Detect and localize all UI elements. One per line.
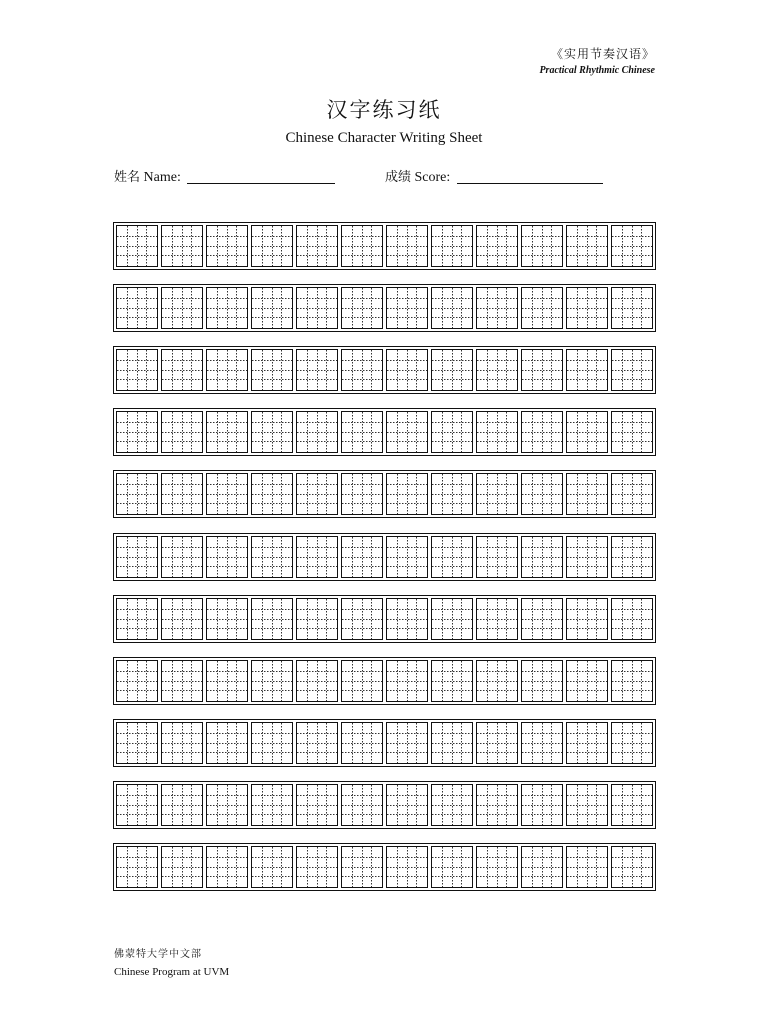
writing-cell[interactable] [341,722,383,764]
footer [114,948,229,979]
writing-cell[interactable] [431,225,473,267]
writing-cell[interactable] [116,225,158,267]
writing-cell[interactable] [116,598,158,640]
grid-row [113,843,656,891]
writing-cell[interactable] [206,536,248,578]
writing-cell[interactable] [296,846,338,888]
writing-cell[interactable] [251,598,293,640]
writing-cell[interactable] [251,660,293,702]
writing-cell[interactable] [116,536,158,578]
writing-cell[interactable] [521,722,563,764]
writing-cell[interactable] [161,225,203,267]
writing-cell[interactable] [386,784,428,826]
score-label-chinese: 成绩 [385,170,412,185]
writing-cell[interactable] [611,660,653,702]
writing-cell[interactable] [566,598,608,640]
writing-cell[interactable] [386,536,428,578]
writing-cell[interactable] [476,722,518,764]
writing-cell[interactable] [296,473,338,515]
writing-cell[interactable] [431,722,473,764]
grid-row [113,595,656,643]
writing-cell[interactable] [476,349,518,391]
writing-cell[interactable] [611,473,653,515]
writing-cell[interactable] [521,349,563,391]
writing-cell[interactable] [431,411,473,453]
sheet-title [0,96,768,148]
writing-cell[interactable] [566,846,608,888]
writing-cell[interactable] [161,473,203,515]
writing-cell[interactable] [386,225,428,267]
writing-cell[interactable] [296,349,338,391]
writing-cell[interactable] [251,411,293,453]
writing-cell[interactable] [476,660,518,702]
grid-row [113,222,656,270]
writing-cell[interactable] [431,784,473,826]
writing-cell[interactable] [566,722,608,764]
writing-cell[interactable] [431,536,473,578]
writing-cell[interactable] [476,846,518,888]
writing-cell[interactable] [341,287,383,329]
footer-department-english: Chinese Program at UVM [114,966,230,978]
writing-cell[interactable] [566,660,608,702]
writing-cell[interactable] [296,784,338,826]
writing-cell[interactable] [116,287,158,329]
writing-cell[interactable] [296,598,338,640]
writing-cell[interactable] [296,660,338,702]
writing-cell[interactable] [566,536,608,578]
writing-cell[interactable] [206,598,248,640]
writing-cell[interactable] [161,536,203,578]
book-header [539,46,655,78]
writing-cell[interactable] [566,349,608,391]
writing-cell[interactable] [251,225,293,267]
book-title-english: Practical Rhythmic Chinese [539,65,655,76]
writing-cell[interactable] [296,287,338,329]
writing-cell[interactable] [251,722,293,764]
grid-row [113,657,656,705]
writing-cell[interactable] [341,660,383,702]
name-label: Name: [143,170,181,185]
grid-row [113,284,656,332]
writing-cell[interactable] [431,287,473,329]
grid-row [113,470,656,518]
writing-cell[interactable] [521,473,563,515]
writing-cell[interactable] [611,287,653,329]
name-field [114,166,335,186]
writing-cell[interactable] [521,536,563,578]
writing-cell[interactable] [431,598,473,640]
name-label-chinese: 姓名 [114,170,141,185]
writing-cell[interactable] [251,287,293,329]
writing-cell[interactable] [566,287,608,329]
writing-cell[interactable] [431,846,473,888]
writing-cell[interactable] [476,598,518,640]
writing-cell[interactable] [476,784,518,826]
writing-cell[interactable] [476,473,518,515]
writing-cell[interactable] [206,722,248,764]
writing-cell[interactable] [161,287,203,329]
writing-cell[interactable] [161,411,203,453]
grid-row [113,781,656,829]
name-blank-line[interactable] [187,169,335,184]
writing-cell[interactable] [521,846,563,888]
writing-cell[interactable] [521,784,563,826]
writing-cell[interactable] [116,349,158,391]
writing-cell[interactable] [206,287,248,329]
writing-cell[interactable] [206,411,248,453]
writing-cell[interactable] [611,225,653,267]
writing-cell[interactable] [296,225,338,267]
writing-cell[interactable] [386,287,428,329]
writing-cell[interactable] [161,846,203,888]
writing-cell[interactable] [341,349,383,391]
score-label: Score: [414,170,451,185]
page-title-english: Chinese Character Writing Sheet [285,130,483,146]
writing-cell[interactable] [611,349,653,391]
writing-cell[interactable] [386,411,428,453]
page-title-chinese: 汉字练习纸 [326,98,442,122]
writing-cell[interactable] [611,784,653,826]
writing-cell[interactable] [566,225,608,267]
grid-row [113,533,656,581]
writing-cell[interactable] [521,225,563,267]
writing-cell[interactable] [431,660,473,702]
writing-cell[interactable] [566,411,608,453]
writing-cell[interactable] [116,784,158,826]
writing-cell[interactable] [476,536,518,578]
writing-cell[interactable] [341,411,383,453]
writing-cell[interactable] [386,473,428,515]
score-field [385,166,603,186]
writing-cell[interactable] [161,660,203,702]
footer-department-chinese: 佛蒙特大学中文部 [114,949,202,960]
writing-cell[interactable] [611,598,653,640]
writing-cell[interactable] [116,722,158,764]
writing-cell[interactable] [296,536,338,578]
grid-row [113,346,656,394]
writing-cell[interactable] [611,536,653,578]
writing-cell[interactable] [161,349,203,391]
writing-cell[interactable] [341,536,383,578]
writing-cell[interactable] [161,784,203,826]
writing-cell[interactable] [296,722,338,764]
writing-cell[interactable] [206,473,248,515]
writing-cell[interactable] [116,473,158,515]
writing-cell[interactable] [206,225,248,267]
writing-cell[interactable] [161,598,203,640]
writing-cell[interactable] [431,473,473,515]
writing-cell[interactable] [296,411,338,453]
writing-cell[interactable] [341,225,383,267]
writing-cell[interactable] [341,598,383,640]
writing-cell[interactable] [611,411,653,453]
writing-cell[interactable] [476,225,518,267]
writing-cell[interactable] [386,846,428,888]
writing-cell[interactable] [386,660,428,702]
writing-cell[interactable] [611,722,653,764]
writing-cell[interactable] [251,473,293,515]
writing-cell[interactable] [161,722,203,764]
book-title-chinese: 《实用节奏汉语》 [550,47,655,61]
writing-cell[interactable] [386,598,428,640]
writing-cell[interactable] [251,846,293,888]
writing-cell[interactable] [611,846,653,888]
writing-cell[interactable] [341,784,383,826]
writing-cell[interactable] [521,598,563,640]
writing-cell[interactable] [206,349,248,391]
writing-cell[interactable] [341,846,383,888]
writing-cell[interactable] [206,784,248,826]
writing-cell[interactable] [386,349,428,391]
writing-cell[interactable] [566,784,608,826]
writing-cell[interactable] [431,349,473,391]
grid-row [113,408,656,456]
writing-cell[interactable] [116,846,158,888]
grid-row [113,719,656,767]
writing-cell[interactable] [521,287,563,329]
writing-cell[interactable] [386,722,428,764]
writing-cell[interactable] [521,660,563,702]
score-blank-line[interactable] [457,169,603,184]
writing-cell[interactable] [341,473,383,515]
writing-cell[interactable] [521,411,563,453]
writing-cell[interactable] [116,411,158,453]
writing-cell[interactable] [251,349,293,391]
writing-cell[interactable] [206,660,248,702]
writing-cell[interactable] [566,473,608,515]
writing-cell[interactable] [116,660,158,702]
writing-cell[interactable] [476,411,518,453]
student-fields [0,166,768,188]
writing-cell[interactable] [251,536,293,578]
writing-cell[interactable] [476,287,518,329]
writing-cell[interactable] [251,784,293,826]
writing-cell[interactable] [206,846,248,888]
